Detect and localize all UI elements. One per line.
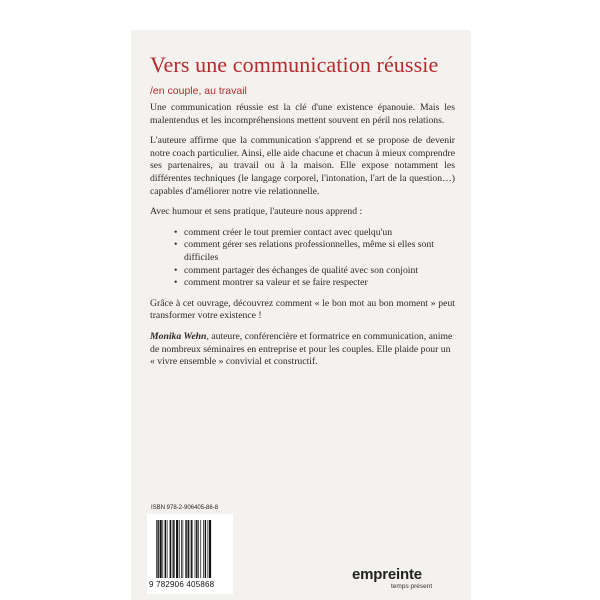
list-item-text: comment montrer sa valeur et se faire respecter (184, 277, 368, 289)
list-item (174, 277, 455, 290)
bullet-icon: • (174, 226, 178, 238)
barcode-bar (162, 520, 163, 578)
blurb-paragraph-3: Avec humour et sens pratique, l'auteure nous apprend : (150, 206, 363, 218)
barcode-bar (181, 520, 182, 578)
blurb-paragraph-1: Une communication réussie est la clé d'une existence épanouie. Mais les malentendus et les incompréhensions mettent souvent en péril nos relations. (150, 102, 455, 126)
list-item-text: comment créer le tout premier contact avec quelqu'un (184, 226, 393, 238)
barcode-bars (156, 520, 224, 578)
book-title: Vers une communication réussie (150, 52, 439, 77)
barcode-bar (191, 520, 192, 578)
barcode-bar (203, 520, 204, 578)
barcode-bar (156, 520, 157, 578)
blurb (150, 102, 455, 377)
barcode-bar (160, 520, 162, 578)
barcode-bar (165, 520, 166, 578)
barcode-bar (185, 520, 186, 578)
barcode-digits: 9 782906 405868 (149, 580, 215, 589)
learning-list (150, 227, 455, 290)
author-bio-text: , auteure, conférencière et formatrice en communication, anime de nombreux séminaires en entreprise et pour les couples. Elle plaide pour un « vivre ensemble » convivial et constructif. (150, 330, 453, 368)
list-item (174, 239, 455, 264)
publisher-logo: empreinte (352, 566, 422, 583)
closing-paragraph: Grâce à cet ouvrage, découvrez comment « le bon mot au bon moment » peut transformer votre existence ! (150, 297, 455, 322)
bullet-icon: • (174, 264, 178, 276)
barcode-bar (205, 520, 206, 578)
list-item-text: comment gérer ses relations professionnelles, même si elles sont difficiles (184, 239, 434, 263)
barcode-bar (170, 520, 171, 578)
book-subtitle: /en couple, au travail (150, 85, 247, 97)
barcode-bar (157, 520, 158, 578)
list-item (174, 265, 455, 278)
publisher-tagline: temps présent (391, 583, 433, 590)
barcode-bar (200, 520, 201, 578)
bullet-icon: • (174, 239, 178, 251)
bullet-icon: • (174, 277, 178, 289)
barcode-bar (187, 520, 188, 578)
barcode (147, 514, 233, 594)
author-name: Monika Wehn (150, 330, 207, 342)
author-bio (150, 331, 455, 369)
barcode-bar (196, 520, 197, 578)
barcode-bar (179, 520, 180, 578)
barcode-bar (176, 520, 178, 578)
barcode-bar (209, 520, 211, 578)
barcode-bar (173, 520, 174, 578)
barcode-bar (172, 520, 173, 578)
blurb-paragraph-2: L'auteure affirme que la communication s'apprend et se propose de devenir notre coach particulier. Ainsi, elle aide chacune et chacun à mieux comprendre ses partenaires, au travail ou à la maison. Elle expose notamment les différentes techniques (le langage corporel, l'intonation, l'art de la question…) capables d'améliorer notre vie relationnelle. (150, 135, 455, 197)
barcode-bar (208, 520, 209, 578)
list-item-text: comment partager des échanges de qualité avec son conjoint (184, 264, 419, 276)
list-item (174, 227, 455, 240)
barcode-bar (198, 520, 199, 578)
isbn-label: ISBN 978-2-906405-86-8 (151, 505, 219, 511)
barcode-bar (182, 520, 183, 578)
barcode-bar (190, 520, 191, 578)
barcode-bar (167, 520, 168, 578)
book-back-cover (131, 30, 471, 600)
barcode-bar (195, 520, 196, 578)
